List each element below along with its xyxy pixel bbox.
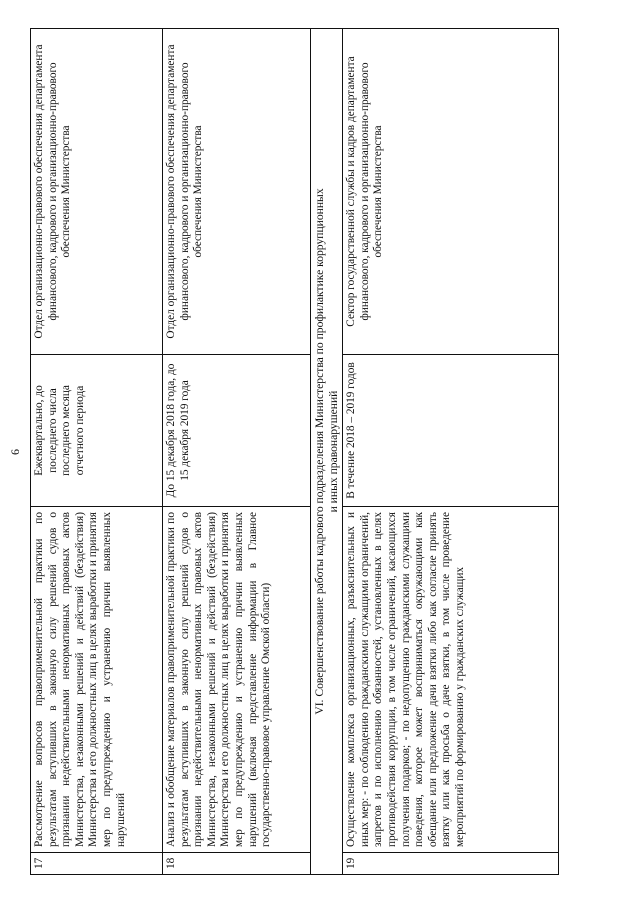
- measure-text: Анализ и обобщение материалов правоприменительной практики по результатам вступивших в законную силу решений судов о признании недействительными ненормативных правовых актов Министерства, незаконными решений и действий (бездействия) Министерства и его должностных лиц в целях выработки и принятия мер по предупреждению и устранению причин выявленных нарушений (включая представление информации в Главное государственно-правовое управление Омской области): [163, 507, 311, 853]
- measure-text: Осуществление комплекса организационных, разъяснительных и иных мер: - по соблюдению гражданскими служащими ограничений, запретов и по исполнению обязанностей, установленных в целях противодействия коррупции, в том числе ограничений, касающихся получения подарков; - по недопущению гражданскими служащими поведения, которое может восприниматься окружающими как обещание или предложение дачи взятки либо как согласие принять взятку или как просьба о даче взятки, в том числе проведение мероприятий по формированию у гражданских служащих: [343, 507, 559, 853]
- responsible-text: Сектор государственной службы и кадров департамента финансового, кадрового и организационно-правового обеспечения Министерства: [343, 29, 559, 355]
- row-number: 19: [343, 853, 559, 875]
- section-header-row: [311, 29, 343, 875]
- section-header: [311, 29, 343, 875]
- responsible-text: Отдел организационно-правового обеспечения департамента финансового, кадрового и организационно-правового обеспечения Министерства: [31, 29, 163, 355]
- responsible-text: Отдел организационно-правового обеспечения департамента финансового, кадрового и организационно-правового обеспечения Министерства: [163, 29, 311, 355]
- term-text: В течение 2018 – 2019 годов: [343, 355, 559, 507]
- section-title-line-1: VI. Совершенствование работы кадрового подразделения Министерства по профилактике коррупционных: [313, 188, 326, 715]
- table-row: [163, 29, 311, 875]
- row-number: 17: [31, 853, 163, 875]
- row-number: 18: [163, 853, 311, 875]
- measure-text: Рассмотрение вопросов правоприменительной практики по результатам вступивших в законную силу решений судов о признании недействительными ненормативных правовых актов Министерства, незаконными решений и действий (бездействия) Министерства и его должностных лиц в целях выработки и принятия мер по предупреждению и устранению причин выявленных нарушений: [31, 507, 163, 853]
- measures-table: [30, 28, 559, 875]
- section-title-line-2: и иных правонарушений: [326, 390, 340, 513]
- table-row: [343, 29, 559, 875]
- term-text: Ежеквартально, до последнего числа последнего месяца отчетного периода: [31, 355, 163, 507]
- term-text: До 15 декабря 2018 года, до 15 декабря 2019 года: [163, 355, 311, 507]
- page-number: 6: [8, 449, 22, 455]
- table-row: [31, 29, 163, 875]
